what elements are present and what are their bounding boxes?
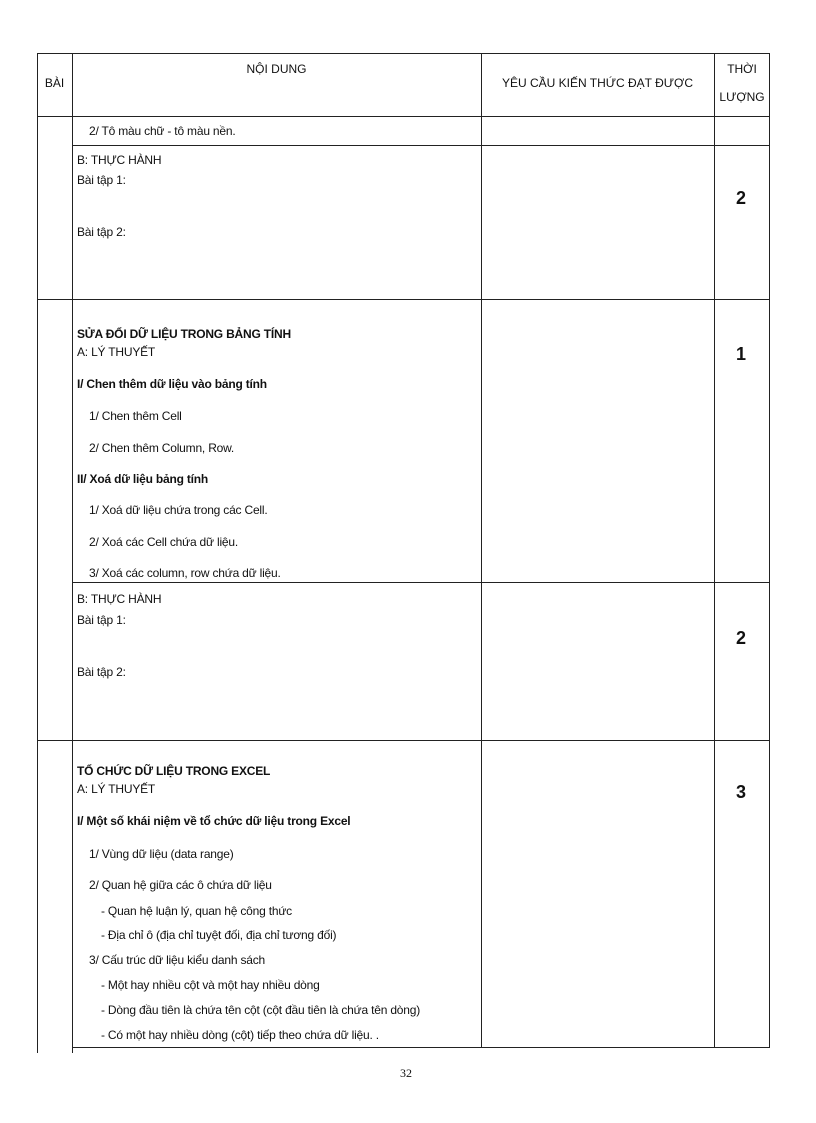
- header-noidung: NỘI DUNG: [246, 62, 307, 76]
- r3-title: SỬA ĐỔI DỮ LIỆU TRONG BẢNG TÍNH: [77, 327, 291, 341]
- r3-item1: 1/ Chen thêm Cell: [89, 409, 182, 423]
- header-thoiluong-2: LƯỢNG: [719, 90, 765, 104]
- r3-item2: 2/ Chen thêm Column, Row.: [89, 441, 235, 455]
- header-yeucau: YÊU CẦU KIẾN THỨC ĐẠT ĐƯỢC: [501, 76, 694, 90]
- rule-row4-bottom: [37, 740, 770, 741]
- r5-item3: 3/ Cấu trúc dữ liệu kiểu danh sách: [89, 953, 266, 967]
- r1-line: 2/ Tô màu chữ - tô màu nền.: [89, 124, 236, 138]
- r2-practice: B: THỰC HÀNH: [77, 153, 162, 167]
- r5-section1: I/ Một số khái niệm về tổ chức dữ liệu trong Excel: [77, 814, 351, 828]
- r5-sub4: - Dòng đầu tiên là chứa tên cột (cột đầu tiên là chứa tên dòng): [101, 1003, 421, 1017]
- r3-item3: 1/ Xoá dữ liệu chứa trong các Cell.: [89, 503, 268, 517]
- r5-sub3: - Một hay nhiều cột và một hay nhiều dòng: [101, 978, 320, 992]
- r5-theory: A: LÝ THUYẾT: [77, 782, 156, 796]
- header-thoiluong-1: THỜI: [727, 62, 757, 76]
- r4-ex1: Bài tập 1:: [77, 613, 126, 627]
- header-bai: BÀI: [44, 76, 65, 90]
- rule-col-bai: [72, 53, 73, 1053]
- r3-theory: A: LÝ THUYẾT: [77, 345, 156, 359]
- rule-bottom: [72, 1047, 770, 1048]
- r3-item4: 2/ Xoá các Cell chứa dữ liệu.: [89, 535, 239, 549]
- r2-ex2: Bài tập 2:: [77, 225, 126, 239]
- r3-section1: I/ Chen thêm dữ liệu vào bảng tính: [77, 377, 267, 391]
- r3-hours: 1: [736, 344, 747, 364]
- rule-left: [37, 53, 38, 1053]
- r5-title: TỔ CHỨC DỮ LIỆU TRONG EXCEL: [77, 764, 271, 778]
- rule-row1-bottom: [72, 145, 770, 146]
- page-number: 32: [400, 1066, 412, 1080]
- r5-item1: 1/ Vùng dữ liệu (data range): [89, 847, 234, 861]
- r5-sub5: - Có một hay nhiều dòng (cột) tiếp theo chứa dữ liệu. .: [101, 1028, 379, 1042]
- rule-right: [769, 53, 770, 1048]
- r3-item5: 3/ Xoá các column, row chứa dữ liệu.: [89, 566, 281, 580]
- r5-item2: 2/ Quan hệ giữa các ô chứa dữ liệu: [89, 878, 272, 892]
- rule-row2-bottom: [37, 299, 770, 300]
- rule-row3-bottom: [72, 582, 770, 583]
- r5-sub1: - Quan hệ luận lý, quan hệ công thức: [101, 904, 292, 918]
- rule-top: [37, 53, 770, 54]
- rule-col-yeucau: [714, 53, 715, 1048]
- r4-practice: B: THỰC HÀNH: [77, 592, 162, 606]
- r2-ex1: Bài tập 1:: [77, 173, 126, 187]
- r3-section2: II/ Xoá dữ liệu bảng tính: [77, 472, 209, 486]
- r4-hours: 2: [736, 628, 747, 648]
- r5-hours: 3: [736, 782, 747, 802]
- r2-hours: 2: [736, 188, 747, 208]
- r4-ex2: Bài tập 2:: [77, 665, 126, 679]
- r5-sub2: - Địa chỉ ô (địa chỉ tuyệt đối, địa chỉ tương đối): [101, 928, 337, 942]
- rule-col-noidung: [481, 53, 482, 1048]
- rule-header-bottom: [37, 116, 770, 117]
